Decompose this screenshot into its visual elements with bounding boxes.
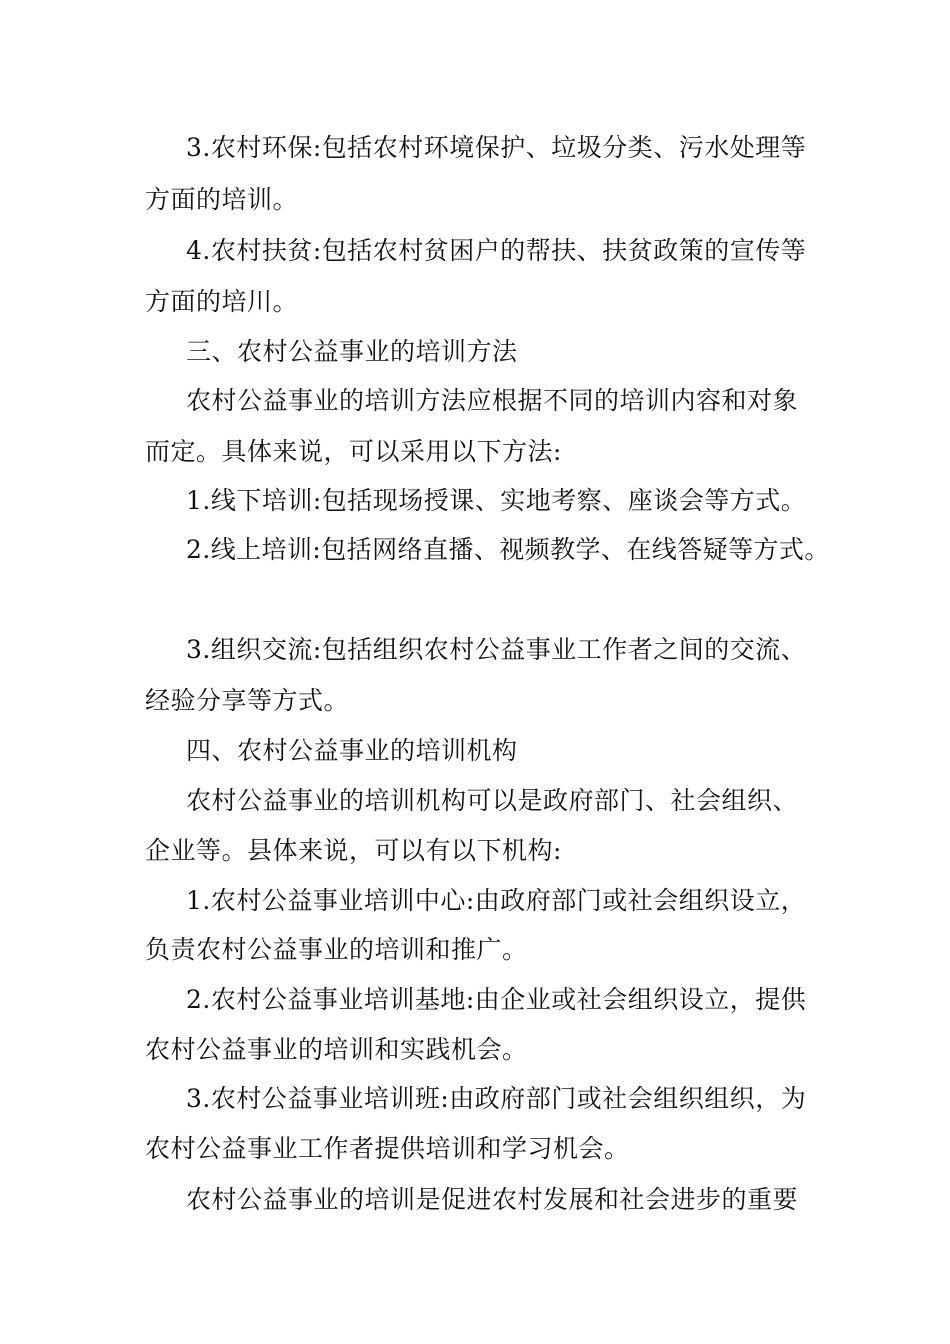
list-item: 2.农村公益事业培训基地:由企业或社会组织设立，提供: [186, 985, 807, 1014]
list-item: 3.农村公益事业培训班:由政府部门或社会组织组织，为: [186, 1084, 807, 1113]
list-item: 2.线上培训:包括网络直播、视频教学、在线答疑等方式。: [186, 535, 830, 564]
list-item-continuation: 负责农村公益事业的培训和推广。: [145, 935, 528, 964]
list-item: 1.线下培训:包括现场授课、实地考察、座谈会等方式。: [186, 486, 807, 515]
list-item-continuation: 方面的培川。: [145, 287, 299, 316]
section-heading: 四、农村公益事业的培训机构: [186, 736, 518, 765]
list-item-continuation: 农村公益事业工作者提供培训和学习机会。: [145, 1134, 630, 1163]
list-item-continuation: 农村公益事业的培训和实践机会。: [145, 1035, 528, 1064]
list-item: 4.农村扶贫:包括农村贫困户的帮扶、扶贫政策的宣传等: [186, 236, 807, 265]
paragraph-line: 企业等。县体来说，可以有以下机构:: [145, 836, 562, 865]
list-item-continuation: 方面的培训。: [145, 185, 299, 214]
paragraph-line: 而定。具体来说，可以采用以下方法:: [145, 437, 562, 466]
section-heading: 三、农村公益事业的培训方法: [186, 337, 518, 366]
list-item: 1.农村公益事业培训中心:由政府部门或社会组织设立，: [186, 886, 807, 915]
list-item-continuation: 经验分享等方式。: [145, 686, 350, 715]
paragraph-line: 农村公益事业的培训方法应根据不同的培训内容和对象: [186, 386, 799, 415]
paragraph-line: 农村公益事业的培训机构可以是政府部门、社会组织、: [186, 786, 799, 815]
paragraph-line: 农村公益事业的培训是促进农村发展和社会进步的重要: [186, 1185, 799, 1214]
list-item: 3.组织交流:包括组织农村公益事业工作者之间的交流、: [186, 635, 807, 664]
list-item: 3.农村环保:包括农村环境保护、垃圾分类、污水处理等: [186, 133, 807, 162]
